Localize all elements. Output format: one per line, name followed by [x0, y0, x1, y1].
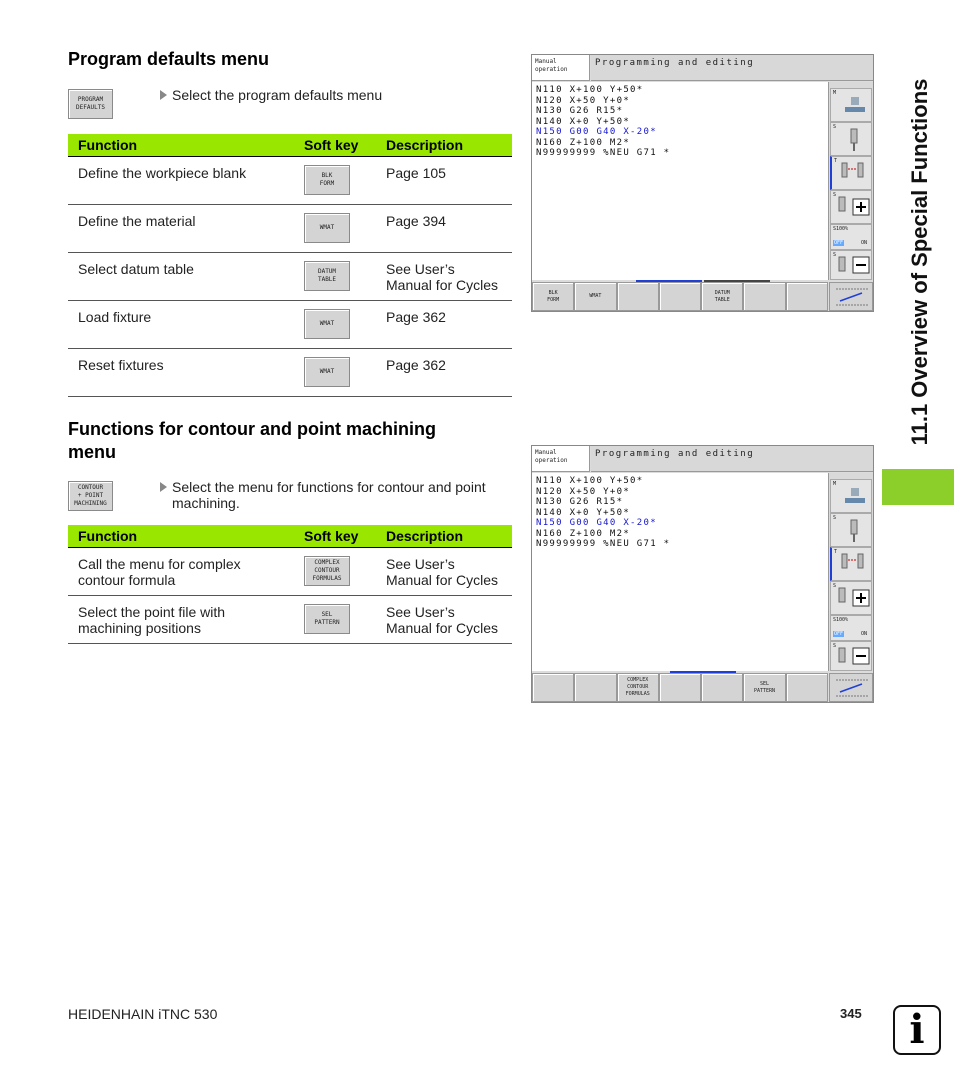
- col-softkey: Soft key: [294, 525, 376, 548]
- plus-icon: [831, 582, 873, 616]
- side-override-toggle: S100% OFF ON: [830, 615, 872, 641]
- row-softkey: [294, 349, 376, 397]
- side-override-toggle: S100% OFF ON: [830, 224, 872, 250]
- screen-softkey: DATUM TABLE: [701, 282, 743, 311]
- row-function: Load fixture: [68, 301, 294, 349]
- program-line: N110 X+100 Y+50*: [536, 476, 644, 486]
- screen-title: Programming and editing: [591, 446, 873, 472]
- chapter-tab: [882, 469, 954, 505]
- side-s-button: S: [830, 122, 872, 156]
- feed-override-key: [829, 282, 873, 311]
- off-label: OFF: [834, 240, 844, 246]
- chapter-title: 11.1 Overview of Special Functions: [907, 78, 932, 446]
- spindle-icon: [831, 480, 873, 514]
- section1-heading: Program defaults menu: [68, 49, 270, 69]
- screen-softkey: [574, 673, 616, 702]
- footer-manual: HEIDENHAIN iTNC 530: [68, 1006, 218, 1022]
- row-description: Page 362: [376, 301, 512, 349]
- row-description: See User’s Manual for Cycles: [376, 253, 512, 301]
- program-line: N160 Z+100 M2*: [536, 137, 631, 148]
- plus-icon: [831, 191, 873, 225]
- program-line: N99999999 %NEU G71 *: [536, 539, 671, 549]
- col-softkey: Soft key: [294, 134, 376, 157]
- spindle-icon: [831, 89, 873, 123]
- section2-step: Select the menu for functions for contour and point machining.: [160, 479, 517, 511]
- table-row: [68, 253, 512, 301]
- side-minus-button: S: [830, 641, 872, 671]
- program-line: N130 G26 R15*: [536, 106, 624, 116]
- screen-mode: Manual operation: [532, 55, 590, 81]
- feed-icon: [830, 674, 874, 703]
- program-line-highlighted: N150 G00 G40 X-20*: [536, 127, 657, 137]
- side-plus-button: S: [830, 581, 872, 615]
- program-line: N110 X+100 Y+50*: [536, 85, 644, 95]
- row-softkey: [294, 205, 376, 253]
- contour-point-machining-softkey: CONTOUR + POINT MACHINING: [68, 481, 113, 511]
- program-view: [532, 473, 829, 671]
- wmat-softkey: WMAT: [304, 213, 350, 243]
- screen-softkey: [743, 282, 785, 311]
- side-m-button: M: [830, 88, 872, 122]
- col-function: Function: [68, 134, 294, 157]
- side-s-button: S: [830, 513, 872, 547]
- minus-icon: [831, 251, 873, 281]
- complex-contour-softkey: COMPLEX CONTOUR FORMULAS: [304, 556, 350, 586]
- datum-table-softkey: DATUM TABLE: [304, 261, 350, 291]
- row-function: Select datum table: [68, 253, 294, 301]
- row-description: Page 105: [376, 157, 512, 205]
- section2-table: [68, 525, 512, 644]
- side-t-button: T: [830, 156, 872, 190]
- program-line: N140 X+0 Y+50*: [536, 116, 631, 127]
- reset-fixtures-softkey: WMAT: [304, 357, 350, 387]
- screen-softkey: COMPLEX CONTOUR FORMULAS: [617, 673, 659, 702]
- minus-icon: [831, 642, 873, 672]
- on-label: ON: [861, 631, 868, 637]
- program-defaults-softkey: PROGRAM DEFAULTS: [68, 89, 113, 119]
- program-line: N99999999 %NEU G71 *: [536, 148, 671, 158]
- blk-form-softkey: BLK FORM: [304, 165, 350, 195]
- program-line: N120 X+50 Y+0*: [536, 486, 631, 497]
- table-row: [68, 157, 512, 205]
- tool-change-icon: [832, 157, 874, 191]
- tool-icon: [831, 514, 873, 548]
- row-softkey: [294, 253, 376, 301]
- table-row: [68, 596, 512, 644]
- step-arrow-icon: [160, 482, 167, 492]
- col-function: Function: [68, 525, 294, 548]
- program-line: N160 Z+100 M2*: [536, 528, 631, 539]
- screen-softkey: [659, 673, 701, 702]
- screen-softkey: WMAT: [574, 282, 616, 311]
- row-function: Define the workpiece blank: [68, 157, 294, 205]
- table-row: [68, 205, 512, 253]
- screen-title: Programming and editing: [591, 55, 873, 81]
- feed-override-key: [829, 673, 873, 702]
- machine-side-panel: [829, 473, 873, 671]
- program-line: N120 X+50 Y+0*: [536, 95, 631, 106]
- section1-step: Select the program defaults menu: [160, 87, 490, 103]
- table-row: [68, 349, 512, 397]
- tool-change-icon: [832, 548, 874, 582]
- side-minus-button: S: [830, 250, 872, 280]
- program-line-highlighted: N150 G00 G40 X-20*: [536, 518, 657, 528]
- machine-side-panel: [829, 82, 873, 280]
- program-view: [532, 82, 829, 280]
- screen-softkey: [617, 282, 659, 311]
- screen-softkey-row: [532, 673, 828, 702]
- tnc-screen-1: [531, 54, 874, 312]
- feed-icon: [830, 283, 874, 312]
- section2-heading: Functions for contour and point machining menu: [68, 419, 436, 462]
- screen-softkey: [701, 673, 743, 702]
- screen-softkey: [659, 282, 701, 311]
- row-softkey: [294, 301, 376, 349]
- screen-softkey-row: [532, 282, 828, 311]
- screen-mode: Manual operation: [532, 446, 590, 472]
- row-function: Call the menu for complex contour formula: [68, 548, 294, 596]
- sel-pattern-softkey: SEL PATTERN: [304, 604, 350, 634]
- row-softkey: [294, 596, 376, 644]
- row-softkey: [294, 548, 376, 596]
- program-line: N140 X+0 Y+50*: [536, 507, 631, 518]
- row-description: Page 394: [376, 205, 512, 253]
- section1-table: [68, 134, 512, 397]
- off-label: OFF: [834, 631, 844, 637]
- tool-icon: [831, 123, 873, 157]
- row-description: See User’s Manual for Cycles: [376, 548, 512, 596]
- col-description: Description: [376, 525, 512, 548]
- row-function: Define the material: [68, 205, 294, 253]
- load-fixture-softkey: WMAT: [304, 309, 350, 339]
- program-line: N130 G26 R15*: [536, 497, 624, 507]
- row-softkey: [294, 157, 376, 205]
- row-function: Reset fixtures: [68, 349, 294, 397]
- step-arrow-icon: [160, 90, 167, 100]
- screen-softkey: SEL PATTERN: [743, 673, 785, 702]
- tnc-screen-2: [531, 445, 874, 703]
- row-description: Page 362: [376, 349, 512, 397]
- side-m-button: M: [830, 479, 872, 513]
- on-label: ON: [861, 240, 868, 246]
- row-description: See User’s Manual for Cycles: [376, 596, 512, 644]
- footer-page-number: 345: [840, 1006, 862, 1021]
- screen-softkey: BLK FORM: [532, 282, 574, 311]
- side-t-button: T: [830, 547, 872, 581]
- row-function: Select the point file with machining positions: [68, 596, 294, 644]
- table-row: [68, 301, 512, 349]
- side-plus-button: S: [830, 190, 872, 224]
- table-row: [68, 548, 512, 596]
- col-description: Description: [376, 134, 512, 157]
- screen-softkey: [786, 673, 828, 702]
- screen-softkey: [786, 282, 828, 311]
- screen-softkey: [532, 673, 574, 702]
- info-icon: i: [893, 1005, 941, 1055]
